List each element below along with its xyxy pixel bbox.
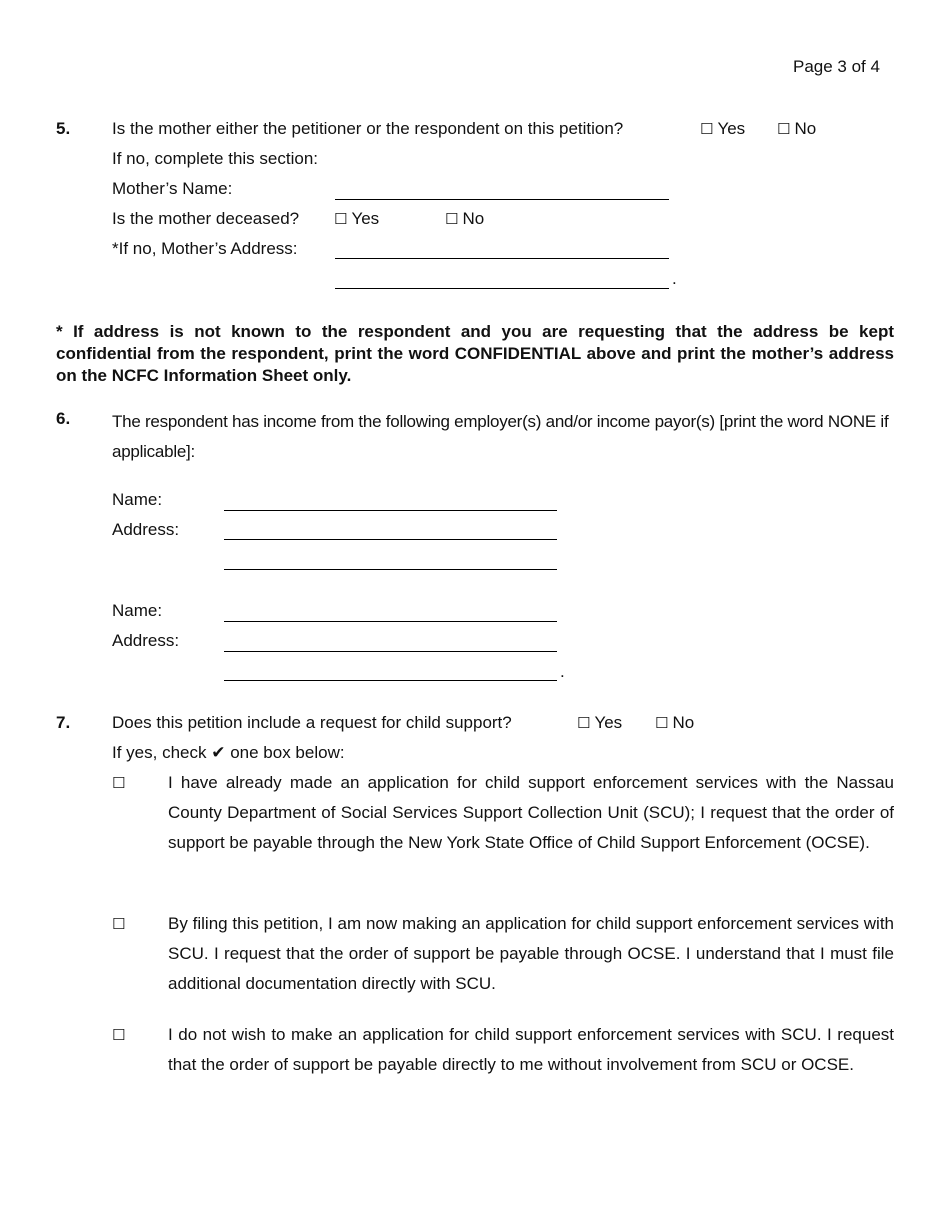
option2-text: By filing this petition, I am now making an application for child support enforcement services with SCU. I request that the order of support be payable through OCSE. I understand that I must file additional documentation directly with SCU. xyxy=(168,914,894,993)
q7-yes-checkbox[interactable]: ☐ xyxy=(577,714,591,732)
q5-no-label: No xyxy=(794,119,817,138)
q7-no-option[interactable] xyxy=(655,713,694,733)
q5-if-no-text: If no, complete this section: xyxy=(112,149,318,168)
employer1-address-field-2[interactable] xyxy=(224,569,557,570)
option1-box-glyph: ☐ xyxy=(112,774,126,792)
option1-checkbox[interactable] xyxy=(112,773,129,793)
employer2-address-field-2[interactable] xyxy=(224,680,557,681)
q7-no-checkbox[interactable]: ☐ xyxy=(655,714,669,732)
option3-text: I do not wish to make an application for child support enforcement services with SCU. I request that the order of support be payable directly to me without involvement from SCU or OCSE. xyxy=(168,1025,894,1074)
q7-yes-label: Yes xyxy=(594,713,623,732)
q5-question: Is the mother either the petitioner or the respondent on this petition? xyxy=(112,119,624,138)
q7-no-label: No xyxy=(672,713,695,732)
employer2-address-label: Address: xyxy=(112,631,180,650)
q7-if-yes-text xyxy=(112,743,345,763)
q5-yes-checkbox[interactable]: ☐ xyxy=(700,120,714,138)
page-number: Page 3 of 4 xyxy=(793,57,880,76)
employer2-name-field[interactable] xyxy=(224,621,557,622)
employer1-address-label: Address: xyxy=(112,520,180,539)
mother-address-period: . xyxy=(672,269,677,288)
employer2-address-period: . xyxy=(560,662,565,681)
option3-checkbox[interactable] xyxy=(112,1025,129,1045)
checkmark-icon: ✔ xyxy=(211,743,226,762)
mother-name-field[interactable] xyxy=(335,199,669,200)
deceased-no-label: No xyxy=(462,209,485,228)
q7-if-yes-suffix: one box below: xyxy=(230,743,345,762)
deceased-yes-option[interactable] xyxy=(334,209,379,229)
q6-text: The respondent has income from the following employer(s) and/or income payor(s) [print the word NONE if applicable]: xyxy=(112,412,889,461)
deceased-no-option[interactable] xyxy=(445,209,484,229)
employer2-name-label: Name: xyxy=(112,601,163,620)
q5-no-checkbox[interactable]: ☐ xyxy=(777,120,791,138)
option2-box-glyph: ☐ xyxy=(112,915,126,933)
employer1-name-field[interactable] xyxy=(224,510,557,511)
mother-address-field-2[interactable] xyxy=(335,288,669,289)
q7-if-yes-prefix: If yes, check xyxy=(112,743,207,762)
employer2-address-field-1[interactable] xyxy=(224,651,557,652)
employer1-name-label: Name: xyxy=(112,490,163,509)
option3-box-glyph: ☐ xyxy=(112,1026,126,1044)
mother-address-label: *If no, Mother’s Address: xyxy=(112,239,298,258)
confidential-note: * If address is not known to the respondent and you are requesting that the address be kept confidential from the respondent, print the word CONFIDENTIAL above and print the mother’s address on the NCFC Information Sheet only. xyxy=(56,322,894,385)
option1-text: I have already made an application for child support enforcement services with the Nassau County Department of Social Services Support Collection Unit (SCU); I request that the order of support be payable through the New York State Office of Child Support Enforcement (OCSE). xyxy=(168,773,894,852)
q5-no-option[interactable] xyxy=(777,119,816,139)
mother-address-field-1[interactable] xyxy=(335,258,669,259)
deceased-yes-checkbox[interactable]: ☐ xyxy=(334,210,348,228)
deceased-no-checkbox[interactable]: ☐ xyxy=(445,210,459,228)
q7-question: Does this petition include a request for child support? xyxy=(112,713,512,732)
deceased-yes-label: Yes xyxy=(351,209,380,228)
q5-number: 5. xyxy=(56,119,71,138)
option2-checkbox[interactable] xyxy=(112,914,129,934)
employer1-address-field-1[interactable] xyxy=(224,539,557,540)
q7-yes-option[interactable] xyxy=(577,713,622,733)
mother-name-label: Mother’s Name: xyxy=(112,179,233,198)
q6-number: 6. xyxy=(56,409,71,428)
q7-number: 7. xyxy=(56,713,71,732)
q5-yes-label: Yes xyxy=(717,119,746,138)
q5-yes-option[interactable] xyxy=(700,119,745,139)
mother-deceased-label: Is the mother deceased? xyxy=(112,209,300,228)
